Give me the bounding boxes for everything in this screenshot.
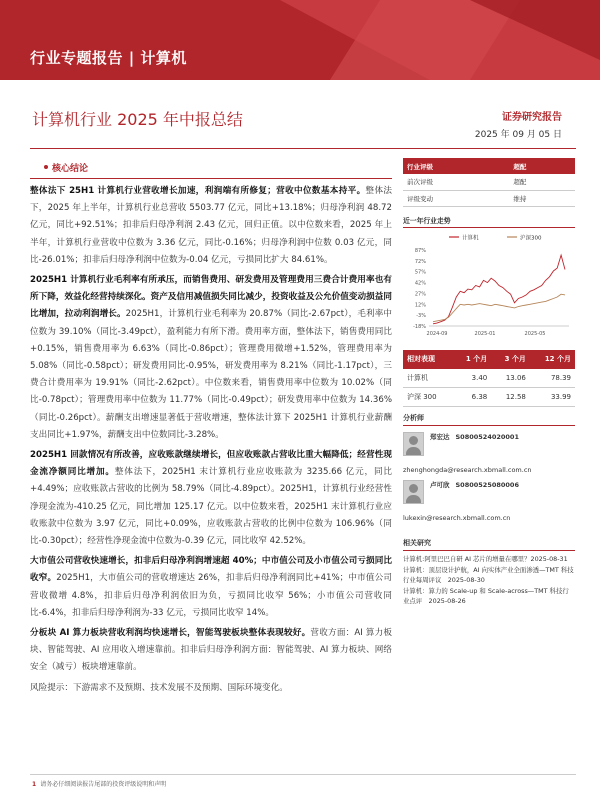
analyst-cert: S0800524020001 (455, 433, 519, 441)
main-content (30, 158, 392, 700)
banner-title: 行业专题报告 | 计算机 (30, 49, 187, 67)
core-conclusion-heading: 核心结论 (30, 158, 392, 176)
paragraph: 大市值公司营收快速增长，扣非后归母净利润增速超 40%；中市值公司及小市值公司亏损同比收窄。2025H1，大市值公司的营收增速达 26%，扣非后归母净利润同比+41%；中市值公司营收微增 4.8%，扣非后归母净利润依旧为负，亏损同比收窄 56%；小市值公司营收同比-6.4%，扣非后归母净利润为-33 亿元，亏损同比收窄 14%。 (30, 556, 392, 618)
paragraph: 整体法下 25H1 计算机行业营收增长加速，利润端有所修复；营收中位数基本持平。整体法下，2025 年上半年，计算机行业总营收 5503.77 亿元，同比+13.18%；归母净利润 48.72 亿元，同比+92.51%；扣非后归母净利润 2.43 亿元，回归正值。以中位数来看，2025 年上半年，计算机行业营收中位数为 3.36 亿元，同比-0.16%；归母净利润中位数 0.03 亿元，同比-26.01%；扣非后归母净利润中位数为-0.04 亿元，亏损同比扩大 84.61%。 (30, 186, 392, 265)
chart-divider (403, 227, 575, 228)
analyst-name: 卢可欣 (430, 481, 450, 489)
prev-rating-label: 前次评级 (403, 174, 509, 190)
bullet-icon (44, 165, 48, 169)
related-research-heading: 相关研究 (403, 539, 431, 547)
y-tick-label: 42% (414, 280, 426, 287)
trend-chart-svg (403, 230, 575, 342)
analyst-divider (403, 425, 575, 426)
report-type: 证券研究报告 (502, 112, 562, 123)
header-banner (0, 0, 600, 80)
paragraph: 分板块 AI 算力板块营收利润均快速增长，智能驾驶板块整体表现较好。营收方面：AI 算力板块、智能驾驶、AI 应用收入增速靠前。扣非后归母净利润方面：智能驾驶、AI 算力板块、网络安全（减亏）板块增速靠前。 (30, 628, 392, 673)
footer-disclaimer: 请务必仔细阅读报告尾部的投资评级说明和声明 (40, 781, 167, 788)
perf-cell: 计算机 (403, 369, 453, 388)
rating-label: 行业评级 (403, 158, 509, 174)
legend-label-hs300: 沪深300 (520, 235, 542, 241)
risk-warning: 风险提示：下游需求不及预期、技术发展不及预期、国际环境变化。 (30, 682, 288, 693)
banner-decoration (0, 0, 600, 80)
table-row (403, 388, 575, 407)
footer-divider (30, 774, 576, 775)
y-tick-label: -18% (413, 323, 426, 330)
perf-cell: 6.38 (453, 388, 492, 407)
section-divider (30, 178, 392, 179)
analyst-card (403, 432, 575, 456)
y-tick-label: 72% (414, 258, 426, 265)
paragraph: 2025H1 回款情况有所改善，应收账款继续增长，但应收账款占营收比重大幅降低；经营性现金流净额同比增加。整体法下，2025H1 末计算机行业应收账款为 3235.66 亿元，同比+4.49%；应收账款占营收的比例为 58.79%（同比-4.89pct）。2025H1，计算机行业经营性净现金流为-410.25 亿元，同比增加 125.17 亿元。以中位数来看，2025H1 末计算机行业应收账款中位数为 3.97 亿元，同比+0.09%，应收账款占营收的比例中位数为 106.96%（同比-0.30pct）；经营性净现金流中位数为-0.39 亿元，同比收窄 42.52%。 (30, 450, 392, 547)
perf-header: 相对表现 (403, 350, 453, 369)
perf-header: 1 个月 (453, 350, 492, 369)
perf-cell: 78.39 (530, 369, 575, 388)
perf-cell: 3.40 (453, 369, 492, 388)
analyst-heading: 分析师 (403, 414, 424, 422)
report-date: 2025 年 09 月 05 日 (474, 130, 562, 140)
analyst-email[interactable]: zhenghongda@research.xbmall.com.cn (403, 466, 532, 474)
perf-header: 12 个月 (530, 350, 575, 369)
related-divider (403, 550, 575, 551)
y-tick-label: 87% (414, 247, 426, 254)
rating-change-value: 维持 (509, 190, 575, 206)
analyst-card (403, 480, 575, 504)
page-number: 1 (32, 781, 37, 788)
sidebar (403, 158, 575, 607)
footer (32, 779, 166, 788)
related-research-list (403, 554, 575, 606)
x-tick-label: 2025-05 (524, 330, 546, 337)
rating-value: 超配 (509, 158, 575, 174)
y-tick-label: 57% (414, 269, 426, 276)
y-tick-label: -3% (416, 312, 426, 319)
related-research-link[interactable]: 计算机:阿里巴巴自研 AI 芯片的增量在哪里？2025-08-31 (403, 555, 568, 563)
avatar (403, 432, 424, 456)
performance-table (403, 350, 575, 408)
x-tick-label: 2025-01 (474, 330, 496, 337)
avatar (403, 480, 424, 504)
analyst-cert: S0800525080006 (455, 481, 519, 489)
perf-cell: 13.06 (491, 369, 530, 388)
prev-rating-value: 超配 (509, 174, 575, 190)
paragraph: 2025H1 计算机行业毛利率有所承压，而销售费用、研发费用及管理费用三费合计费用率也有所下降，效益化经营持续深化。资产及信用减值损失同比减少，投资收益及公允价值变动损益同比增加，拉动利润增长。2025H1，计算机行业毛利率为 20.87%（同比-2.67pct），毛利率中位数为 39.10%（同比-3.49pct），盈利能力有所下滑。费用率方面，整体法下，销售费用同比+0.15%，销售费用率为 6.63%（同比-0.86pct）；管理费用微增+1.52%，管理费用率为 5.08%（同比-0.58pct）；研发费用同比-0.95%，研发费用率为 8.21%（同比-1.17pct），三费合计费用率为 19.91%（同比-2.62pct）。中位数来看，销售费用率中位数为 10.02%（同比-0.78pct）；管理费用率中位数为 11.77%（同比-0.49pct）；研发费用率中位数为 14.36%（同比-0.26pct）。薪酬支出增速显著低于营收增速，整体法计算下 2025H1 计算机行业薪酬支出同比+1.97%，薪酬支出中位数同比-3.28%。 (30, 275, 392, 440)
y-tick-label: 12% (414, 301, 426, 308)
analyst-name: 郑宏达 (430, 433, 450, 441)
rating-change-label: 评级变动 (403, 190, 509, 206)
table-row (403, 369, 575, 388)
perf-cell: 沪深 300 (403, 388, 453, 407)
chart-title: 近一年行业走势 (403, 216, 451, 225)
perf-cell: 33.99 (530, 388, 575, 407)
related-research-link[interactable]: 计算机：算力的 Scale-up 和 Scale-across—TMT 科技行业点评 2025-08-26 (403, 587, 569, 605)
title-divider (30, 148, 576, 149)
y-tick-label: 27% (414, 290, 426, 297)
analyst-email[interactable]: lukexin@research.xbmall.com.cn (403, 514, 511, 522)
series-line-hs300 (433, 294, 565, 322)
related-research-link[interactable]: 计算机：顶层设计护航，AI 向实体产业全面渗透—TMT 科技行业每周评议 2025-08-30 (403, 566, 574, 584)
trend-chart (403, 230, 575, 342)
document-title: 计算机行业 2025 年中报总结 (32, 110, 243, 129)
perf-header: 3 个月 (491, 350, 530, 369)
perf-cell: 12.58 (491, 388, 530, 407)
rating-table (403, 158, 575, 207)
x-tick-label: 2024-09 (426, 330, 448, 337)
series-line-computer (433, 255, 565, 324)
legend-label-computer: 计算机 (462, 235, 479, 241)
